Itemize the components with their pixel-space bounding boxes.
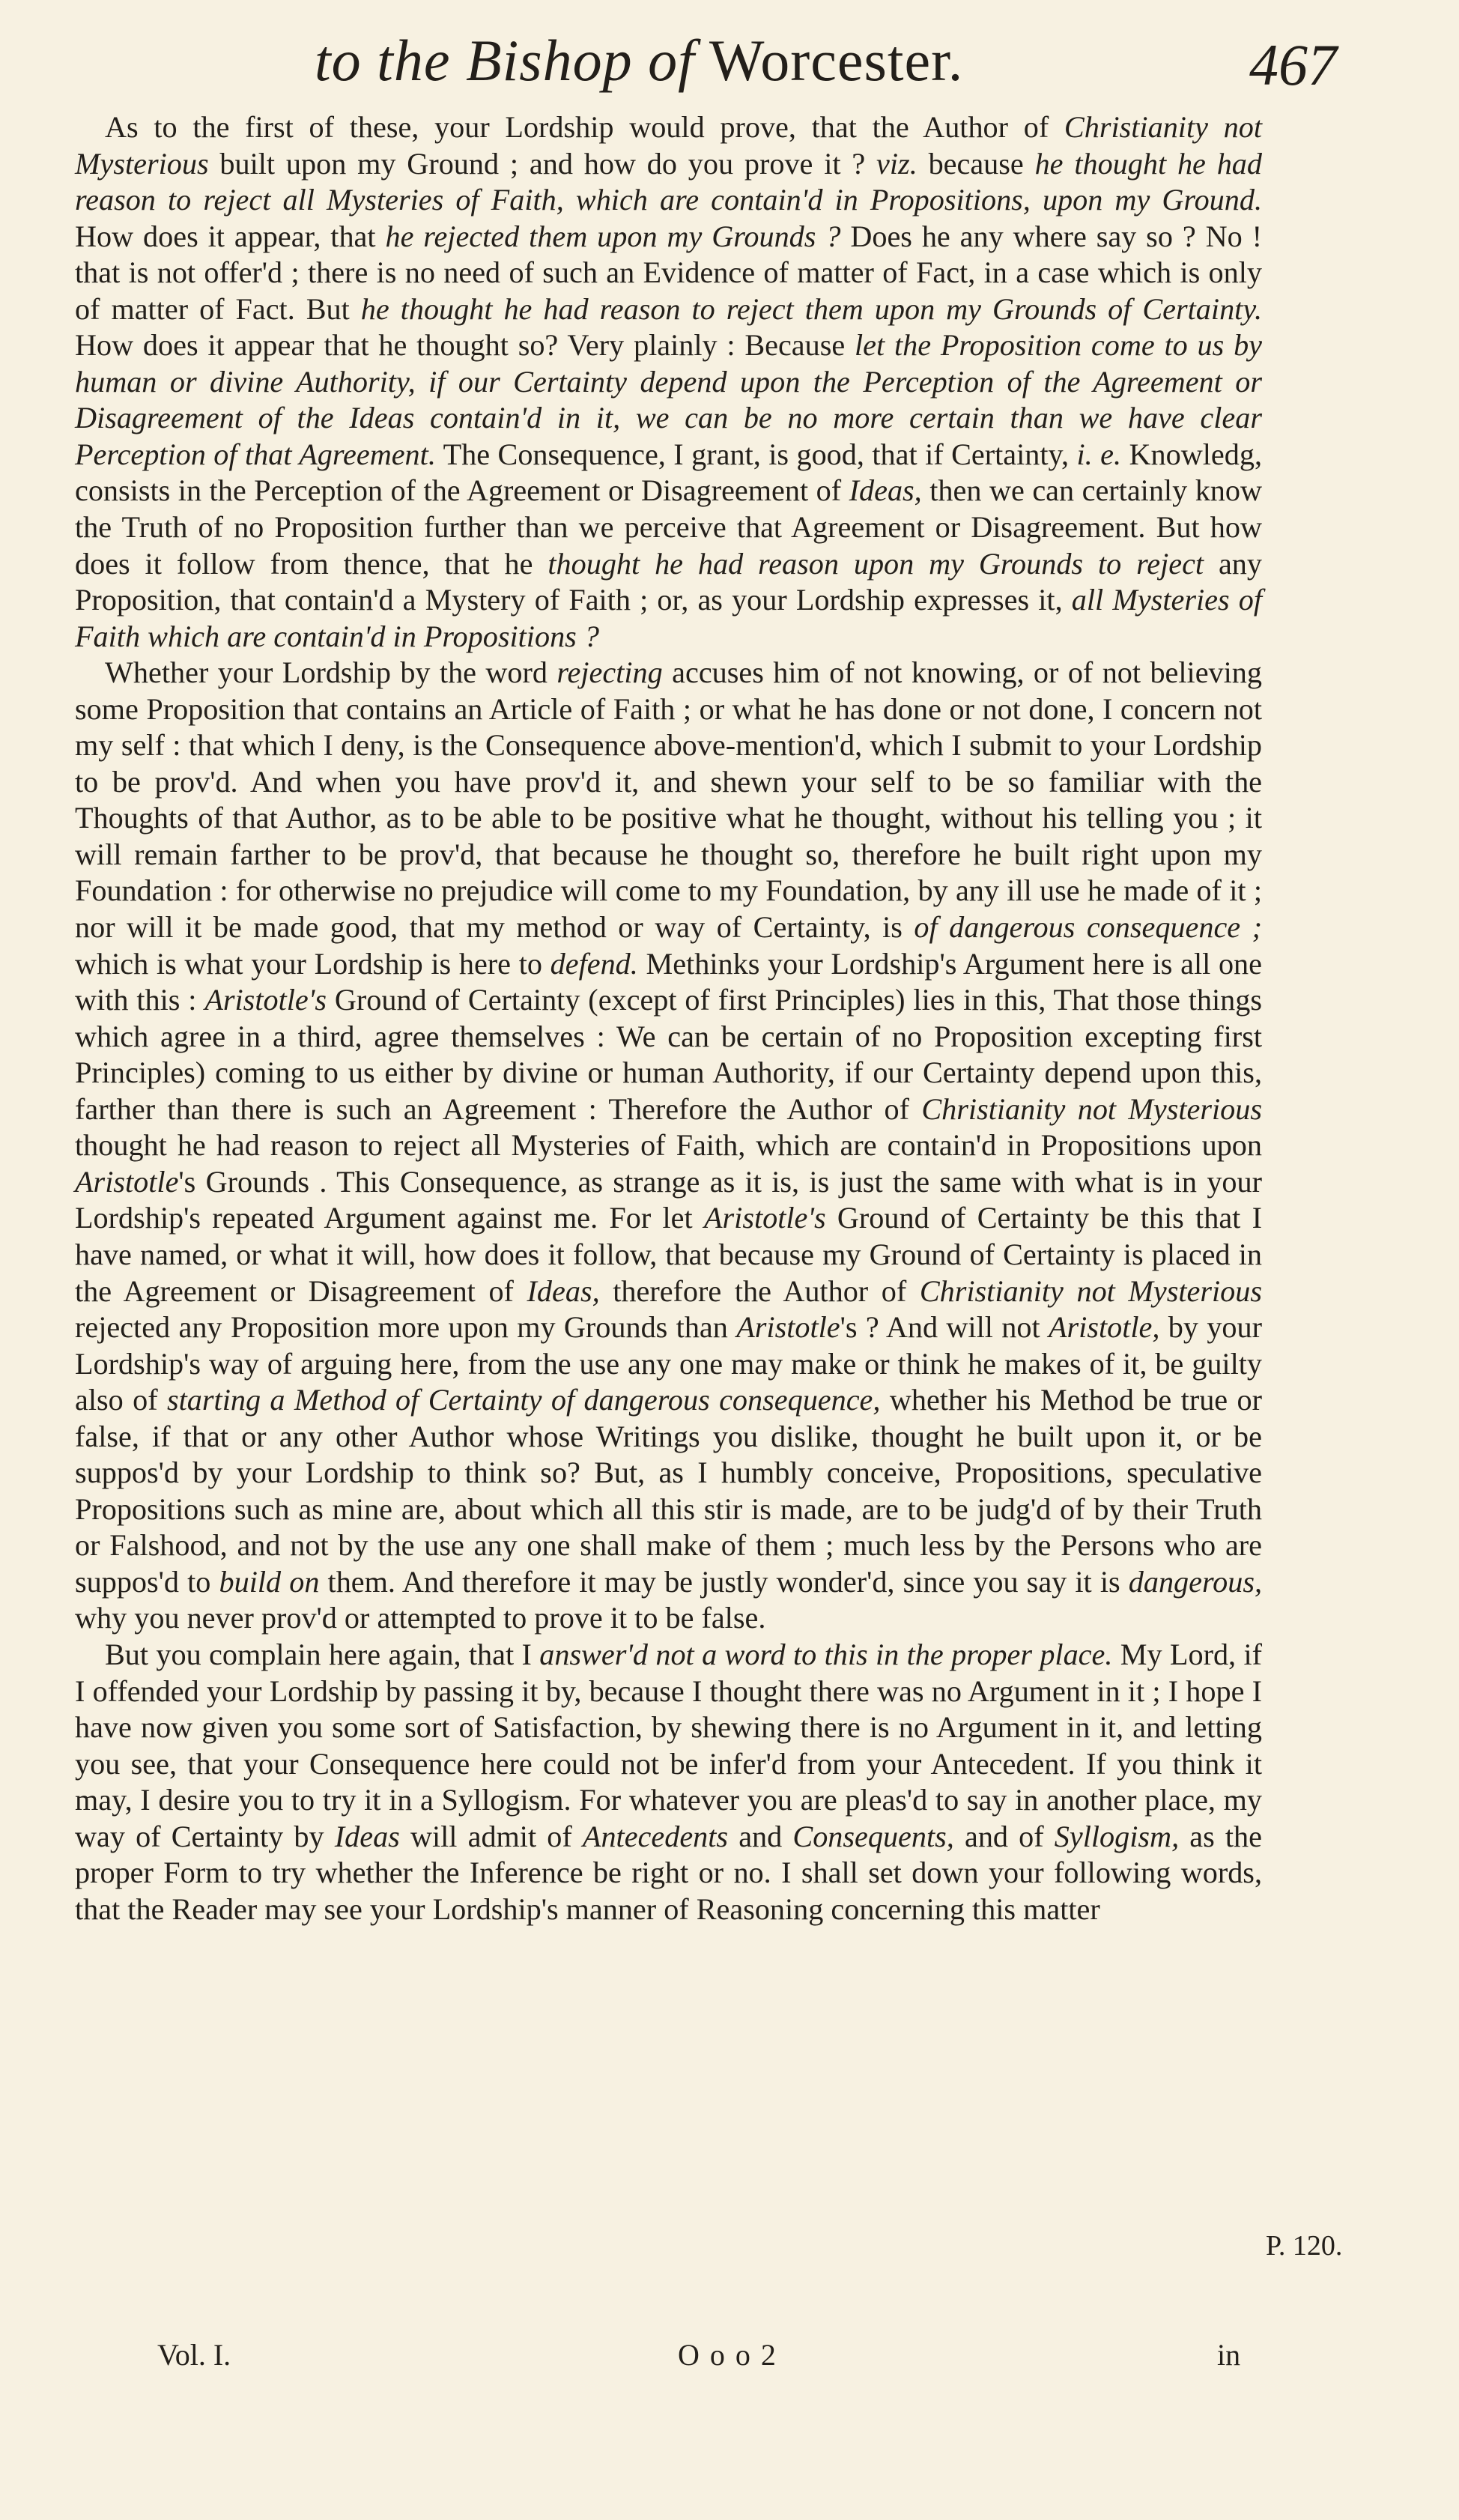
signature-mark: O o o 2 bbox=[678, 2338, 777, 2372]
italic-text: answer'd not a word to this in the proper place. bbox=[539, 1637, 1113, 1671]
text-run: by your Lordship's way of arguing here, from the use any one may make or think he makes of it, be guilty also of bbox=[75, 1310, 1262, 1417]
text-run: accuses him of not knowing, or of not believing some Proposition that contains an Article of Faith ; or what he has done or not done, I concern not my self : that which I deny, is the Consequence above-mention'd, which I submit to your Lordship to be prov'd. And when you have prov'd it, and shewn your self to be so familiar with the Thoughts of that Author, as to be able to be positive what he thought, without his telling you ; it will remain farther to be prov'd, that because he thought so, therefore he built right upon my Foundation : for otherwise no prejudice will come to my Foundation, by any ill use he made of it ; nor will it be made good, that my method or way of Certainty, is bbox=[75, 655, 1262, 945]
text-run: then we can certainly know the Truth of no Proposition further than we perceive that Agreement or Disagreement. But how does it follow from thence, that he bbox=[75, 473, 1263, 581]
italic-text: Ideas bbox=[334, 1819, 400, 1853]
text-run: How does it appear that he thought so? Very plainly : Because bbox=[75, 328, 855, 363]
text-run: them. And therefore it may be justly wonder'd, since you say it is bbox=[319, 1564, 1129, 1599]
italic-text: he rejected them upon my Grounds ? bbox=[385, 219, 841, 253]
italic-text: all Mysteries of Faith which are contain'd in Propositions ? bbox=[75, 583, 1262, 653]
italic-text: starting a Method of Certainty of dangerous consequence, bbox=[166, 1383, 881, 1417]
italic-text: defend. bbox=[550, 946, 638, 981]
text-run: thought he had reason to reject all Mysteries of Faith, which are contain'd in Propositions upon bbox=[75, 1128, 1262, 1163]
text-run: But you complain here again, that I bbox=[105, 1637, 540, 1671]
text-run: Ground of Certainty (except of first Principles) lies in this, That those things which agree in a third, agree themselves : We can be certain of no Proposition excepting first Principles) coming to us either by divine or human Authority, if our Certainty depend upon this, farther than there is such an Agreement : Therefore the Author of bbox=[75, 983, 1262, 1126]
text-run: Ground of Certainty be this that I have named, or what it will, how does it follow, that because my Ground of Certainty is placed in the Agreement or Disagreement of bbox=[75, 1201, 1262, 1308]
italic-text: of dangerous consequence ; bbox=[914, 910, 1262, 945]
text-run: built upon my Ground ; and how do you prove it ? bbox=[208, 146, 877, 181]
body-text bbox=[75, 109, 1262, 1927]
italic-text: Ideas, bbox=[849, 473, 922, 508]
text-run: which is what your Lordship is here to bbox=[75, 946, 550, 981]
italic-text: Ideas, bbox=[527, 1273, 600, 1308]
italic-text: Aristotle bbox=[75, 1164, 179, 1199]
page-number: 467 bbox=[1249, 32, 1337, 97]
italic-text: Antecedents bbox=[582, 1819, 729, 1853]
text-run: as the proper Form to try whether the Inference be right or no. I shall set down your following words, that the Reader may see your Lordship's manner of Reasoning concerning this matter bbox=[75, 1819, 1262, 1926]
text-run: As to the first of these, your Lordship would prove, that the Author of bbox=[105, 110, 1064, 144]
text-run: and bbox=[728, 1819, 793, 1853]
italic-text: rejecting bbox=[556, 655, 663, 690]
paragraph bbox=[75, 1637, 1262, 1927]
text-run: How does it appear, that bbox=[75, 219, 386, 253]
text-run: therefore the Author of bbox=[599, 1273, 920, 1308]
text-run: 's Grounds . This Consequence, as strange as it is, is just the same with what is in your Lordship's repeated Argument against me. For let bbox=[75, 1164, 1262, 1235]
text-run: The Consequence, I grant, is good, that if Certainty, bbox=[435, 437, 1077, 471]
italic-text: build on bbox=[219, 1564, 320, 1599]
running-title-italic: to the Bishop of bbox=[315, 28, 695, 93]
paragraph bbox=[75, 109, 1262, 655]
text-run: Whether your Lordship by the word bbox=[105, 655, 557, 690]
italic-text: Aristotle's bbox=[703, 1201, 826, 1235]
catchword: in bbox=[1217, 2338, 1241, 2372]
italic-text: thought he had reason upon my Grounds to reject bbox=[547, 546, 1204, 581]
margin-note: P. 120. bbox=[1266, 2230, 1343, 2262]
text-run: and of bbox=[953, 1819, 1055, 1853]
page-footer bbox=[0, 2337, 1459, 2382]
text-run: 's ? And will not bbox=[840, 1310, 1049, 1345]
text-run: My Lord, if I offended your Lordship by passing it by, because I thought there was no Argument in it ; I hope I have now given you some sort of Satisfaction, by shewing there is no Argument in it, and letting you see, that your Consequence here could not be infer'd from your Antecedent. If you think it may, I desire you to try it in a Syllogism. For whatever you are pleas'd to say in another place, my way of Certainty by bbox=[75, 1637, 1262, 1853]
italic-text: Aristotle, bbox=[1048, 1310, 1160, 1345]
italic-text: Aristotle's bbox=[204, 983, 327, 1017]
italic-text: viz. bbox=[876, 146, 917, 181]
volume-mark: Vol. I. bbox=[157, 2338, 231, 2372]
text-run: Methinks your Lordship's Argument here is all one with this : bbox=[75, 946, 1262, 1017]
running-title-roman: Worcester. bbox=[709, 28, 964, 93]
text-run: will admit of bbox=[399, 1819, 583, 1853]
italic-text: he thought he had reason to reject them upon my Grounds of Certainty. bbox=[360, 291, 1262, 326]
text-run: Knowledg, consists in the Perception of the Agreement or Disagreement of bbox=[75, 437, 1263, 508]
paragraph bbox=[75, 655, 1262, 1637]
text-run: rejected any Proposition more upon my Grounds than bbox=[75, 1310, 737, 1345]
italic-text: Consequents, bbox=[792, 1819, 954, 1853]
italic-text: let the Proposition come to us by human or divine Authority, if our Certainty depend upon the Perception of the Agreement or Disagreement of the Ideas contain'd in it, we can be no more certain than we have clear Perception of that Agreement. bbox=[75, 328, 1262, 471]
italic-text: i. e. bbox=[1076, 437, 1122, 471]
text-run: whether his Method be true or false, if that or any other Author whose Writings you dislike, thought he built upon it, or be suppos'd by your Lordship to think so? But, as I humbly conceive, Propositions, speculative Propositions such as mine are, about which all this stir is made, are to be judg'd of by their Truth or Falshood, and not by the use any one shall make of them ; much less by the Persons who are suppos'd to bbox=[75, 1383, 1262, 1599]
page-header bbox=[0, 21, 1459, 111]
italic-text: he thought he had reason to reject all Mysteries of Faith, which are contain'd in Propositions, upon my Ground. bbox=[75, 146, 1262, 217]
italic-text: Christianity not Mysterious bbox=[75, 110, 1263, 181]
text-run: Does he any where say so ? No ! that is not offer'd ; there is no need of such an Evidence of matter of Fact, in a case which is only of matter of Fact. But bbox=[75, 219, 1262, 326]
text-run: because bbox=[917, 146, 1035, 181]
text-run: any Proposition, that contain'd a Mystery of Faith ; or, as your Lordship expresses it, bbox=[75, 546, 1262, 617]
italic-text: Christianity not Mysterious bbox=[919, 1273, 1263, 1308]
italic-text: dangerous, bbox=[1128, 1564, 1262, 1599]
text-run: why you never prov'd or attempted to prove it to be false. bbox=[75, 1601, 766, 1635]
italic-text: Christianity not Mysterious bbox=[921, 1091, 1262, 1126]
italic-text: Syllogism, bbox=[1054, 1819, 1180, 1853]
running-title bbox=[315, 27, 963, 94]
italic-text: Aristotle bbox=[736, 1310, 840, 1345]
